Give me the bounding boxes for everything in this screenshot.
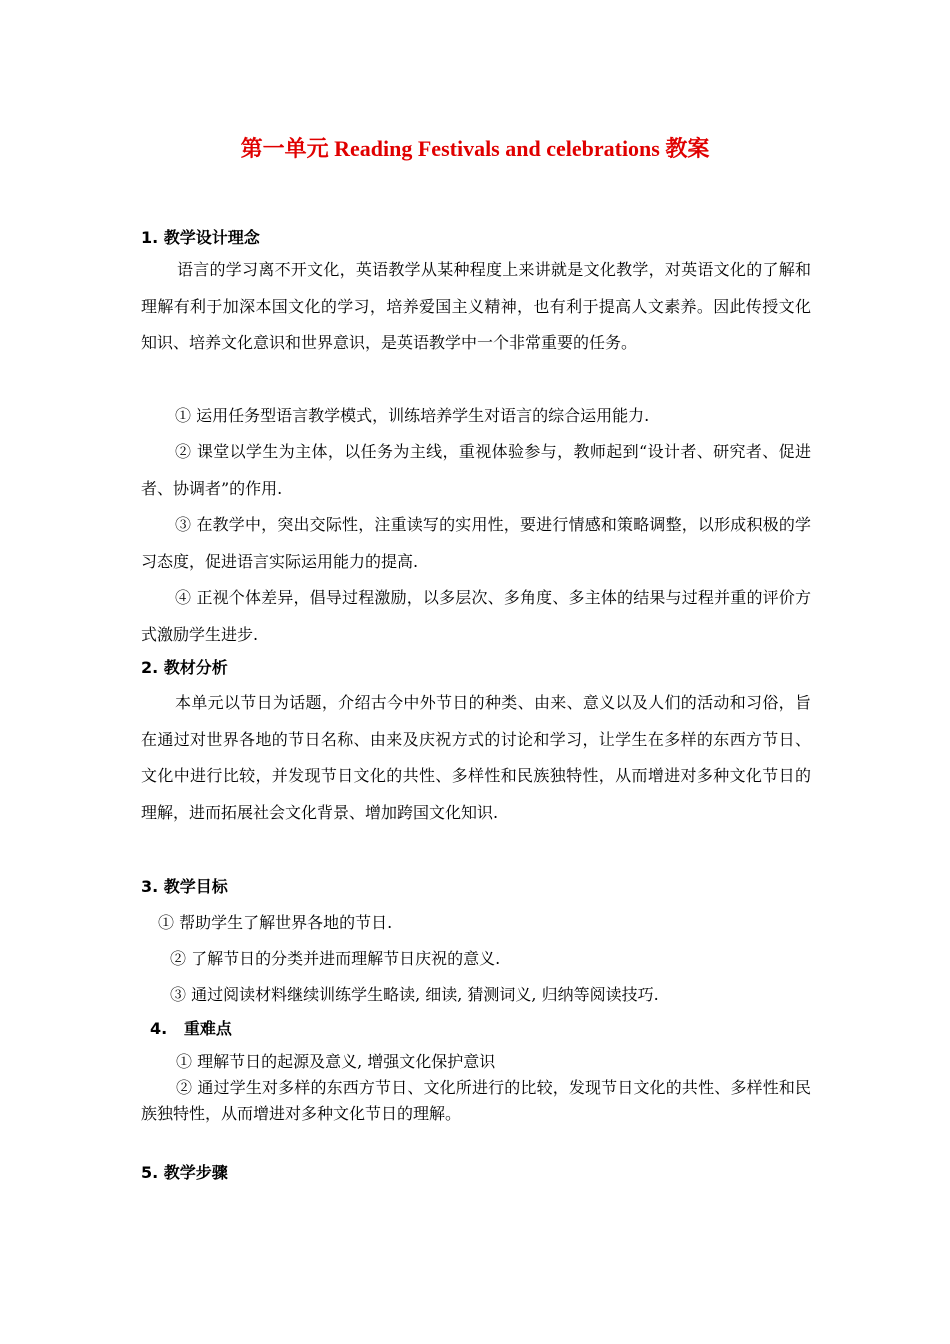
section-4-heading: 4. 重难点	[150, 1019, 232, 1038]
document-title: 第一单元 Reading Festivals and celebrations 教案	[240, 136, 710, 161]
section-1-point-3: ③ 在教学中，突出交际性，注重读写的实用性，要进行情感和策略调整，以形成积极的学习态度，促进语言实际运用能力的提高.	[141, 515, 811, 571]
section-1-heading: 1. 教学设计理念	[141, 228, 260, 247]
section-1-paragraph: 语言的学习离不开文化，英语教学从某种程度上来讲就是文化教学，对英语文化的了解和理解有利于加深本国文化的学习，培养爱国主义精神，也有利于提高人文素养。因此传授文化知识、培养文化意识和世界意识，是英语教学中一个非常重要的任务。	[141, 260, 811, 353]
section-3-item-3: ③ 通过阅读材料继续训练学生略读, 细读, 猜测词义, 归纳等阅读技巧.	[170, 985, 659, 1004]
section-2-heading: 2. 教材分析	[141, 658, 228, 677]
section-3-heading: 3. 教学目标	[141, 877, 228, 896]
section-5-heading: 5. 教学步骤	[141, 1163, 228, 1182]
section-3-item-2: ② 了解节日的分类并进而理解节日庆祝的意义.	[170, 949, 501, 968]
section-2-paragraph: 本单元以节日为话题，介绍古今中外节日的种类、由来、意义以及人们的活动和习俗，旨在通过对世界各地的节日名称、由来及庆祝方式的讨论和学习，让学生在多样的东西方节日、文化中进行比较，并发现节日文化的共性、多样性和民族独特性，从而增进对多种文化节日的理解，进而拓展社会文化背景、增加跨国文化知识.	[141, 693, 811, 822]
section-4-item-1: ① 理解节日的起源及意义, 增强文化保护意识	[176, 1052, 496, 1071]
section-3-item-1: ① 帮助学生了解世界各地的节日.	[158, 913, 393, 932]
section-1-point-4: ④ 正视个体差异，倡导过程激励，以多层次、多角度、多主体的结果与过程并重的评价方式激励学生进步.	[141, 588, 811, 644]
section-1-point-2: ② 课堂以学生为主体，以任务为主线，重视体验参与，教师起到“设计者、研究者、促进者、协调者”的作用.	[141, 442, 811, 498]
section-4-item-2: ② 通过学生对多样的东西方节日、文化所进行的比较，发现节日文化的共性、多样性和民族独特性，从而增进对多种文化节日的理解。	[141, 1078, 811, 1123]
section-1-point-1: ① 运用任务型语言教学模式，训练培养学生对语言的综合运用能力.	[175, 406, 650, 425]
